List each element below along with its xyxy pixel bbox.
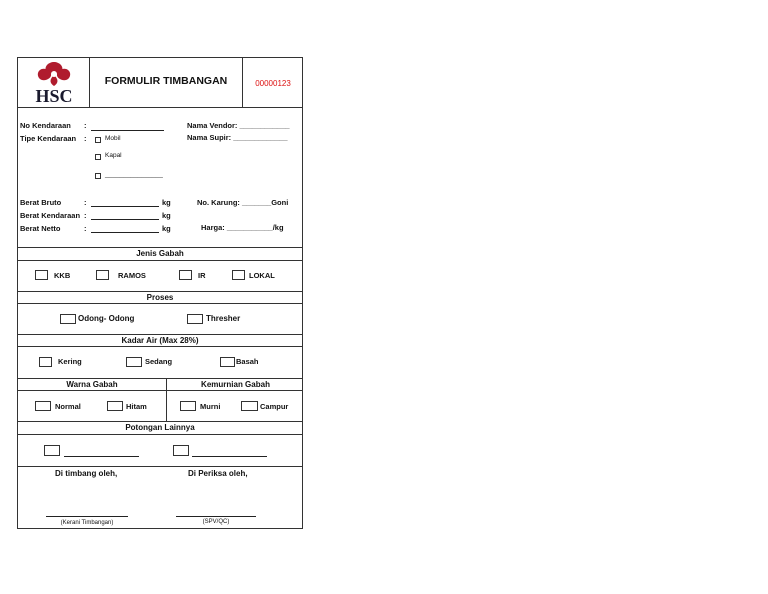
thresher-checkbox[interactable] bbox=[187, 314, 203, 324]
basah-label: Basah bbox=[236, 357, 259, 366]
berat-kendaraan-field[interactable] bbox=[91, 219, 159, 220]
ir-checkbox[interactable] bbox=[179, 270, 192, 280]
odong-odong-label: Odong- Odong bbox=[78, 314, 135, 323]
berat-kendaraan-unit: kg bbox=[162, 211, 171, 220]
sedang-label: Sedang bbox=[145, 357, 173, 366]
campur-checkbox[interactable] bbox=[241, 401, 258, 411]
potongan-1-field[interactable] bbox=[64, 456, 139, 457]
berat-bruto-colon: : bbox=[84, 198, 87, 207]
tipe-kendaraan-label: Tipe Kendaraan bbox=[20, 134, 77, 143]
nama-supir-field[interactable]: Nama Supir: _____________ bbox=[187, 133, 288, 142]
hitam-checkbox[interactable] bbox=[107, 401, 123, 411]
warna-gabah-title: Warna Gabah bbox=[66, 380, 118, 389]
ramos-checkbox[interactable] bbox=[96, 270, 109, 280]
kapal-label: Kapal bbox=[105, 152, 122, 159]
berat-kendaraan-colon: : bbox=[84, 211, 87, 220]
berat-kendaraan-label: Berat Kendaraan bbox=[20, 211, 81, 220]
weighing-form bbox=[17, 57, 303, 529]
logo bbox=[20, 60, 88, 106]
logo-text: HSC bbox=[35, 86, 73, 106]
kemurnian-gabah-title: Kemurnian Gabah bbox=[201, 380, 270, 389]
ditimbang-signature-line[interactable] bbox=[46, 516, 128, 517]
mobil-label: Mobil bbox=[105, 135, 121, 142]
murni-label: Murni bbox=[200, 402, 221, 411]
berat-bruto-label: Berat Bruto bbox=[20, 198, 62, 207]
kapal-checkbox[interactable] bbox=[95, 154, 101, 160]
potongan-1-checkbox[interactable] bbox=[44, 445, 60, 456]
proses-title: Proses bbox=[146, 293, 174, 302]
berat-netto-colon: : bbox=[84, 224, 87, 233]
form-title: FORMULIR TIMBANGAN bbox=[104, 75, 228, 87]
kkb-label: KKB bbox=[54, 271, 71, 280]
other-vehicle-checkbox[interactable] bbox=[95, 173, 101, 179]
diperiksa-signature-line[interactable] bbox=[176, 516, 256, 517]
other-vehicle-blank[interactable]: ________________ bbox=[105, 171, 163, 178]
berat-netto-unit: kg bbox=[162, 224, 171, 233]
no-kendaraan-colon: : bbox=[84, 121, 87, 130]
no-kendaraan-label: No Kendaraan bbox=[20, 121, 71, 130]
kering-label: Kering bbox=[58, 357, 82, 366]
ramos-label: RAMOS bbox=[118, 271, 146, 280]
berat-netto-label: Berat Netto bbox=[20, 224, 61, 233]
lokal-label: LOKAL bbox=[249, 271, 275, 280]
jenis-gabah-title: Jenis Gabah bbox=[136, 249, 184, 258]
kadar-air-title: Kadar Air (Max 28%) bbox=[121, 336, 199, 345]
no-kendaraan-field[interactable] bbox=[91, 130, 164, 131]
no-karung-field[interactable]: No. Karung: _______Goni bbox=[197, 198, 289, 207]
potongan-2-field[interactable] bbox=[192, 456, 267, 457]
kerani-role: (Kerani Timbangan) bbox=[60, 520, 114, 526]
diperiksa-label: Di Periksa oleh, bbox=[188, 469, 248, 478]
form-number: 00000123 bbox=[255, 79, 291, 88]
berat-netto-field[interactable] bbox=[91, 232, 159, 233]
berat-bruto-unit: kg bbox=[162, 198, 171, 207]
murni-checkbox[interactable] bbox=[180, 401, 196, 411]
spv-role: (SPV/QC) bbox=[202, 519, 230, 525]
berat-bruto-field[interactable] bbox=[91, 206, 159, 207]
kering-checkbox[interactable] bbox=[39, 357, 52, 367]
potongan-lainnya-title: Potongan Lainnya bbox=[125, 423, 195, 432]
hitam-label: Hitam bbox=[126, 402, 147, 411]
ditimbang-label: Di timbang oleh, bbox=[55, 469, 118, 478]
normal-label: Normal bbox=[55, 402, 81, 411]
harga-field[interactable]: Harga: ___________/kg bbox=[201, 223, 284, 232]
campur-label: Campur bbox=[260, 402, 289, 411]
hsc-logo-icon bbox=[20, 60, 88, 88]
nama-vendor-field[interactable]: Nama Vendor: ____________ bbox=[187, 121, 290, 130]
mobil-checkbox[interactable] bbox=[95, 137, 101, 143]
ir-label: IR bbox=[198, 271, 206, 280]
potongan-2-checkbox[interactable] bbox=[173, 445, 189, 456]
kkb-checkbox[interactable] bbox=[35, 270, 48, 280]
odong-odong-checkbox[interactable] bbox=[60, 314, 76, 324]
normal-checkbox[interactable] bbox=[35, 401, 51, 411]
sedang-checkbox[interactable] bbox=[126, 357, 142, 367]
tipe-kendaraan-colon: : bbox=[84, 134, 87, 143]
thresher-label: Thresher bbox=[206, 314, 241, 323]
lokal-checkbox[interactable] bbox=[232, 270, 245, 280]
basah-checkbox[interactable] bbox=[220, 357, 235, 367]
